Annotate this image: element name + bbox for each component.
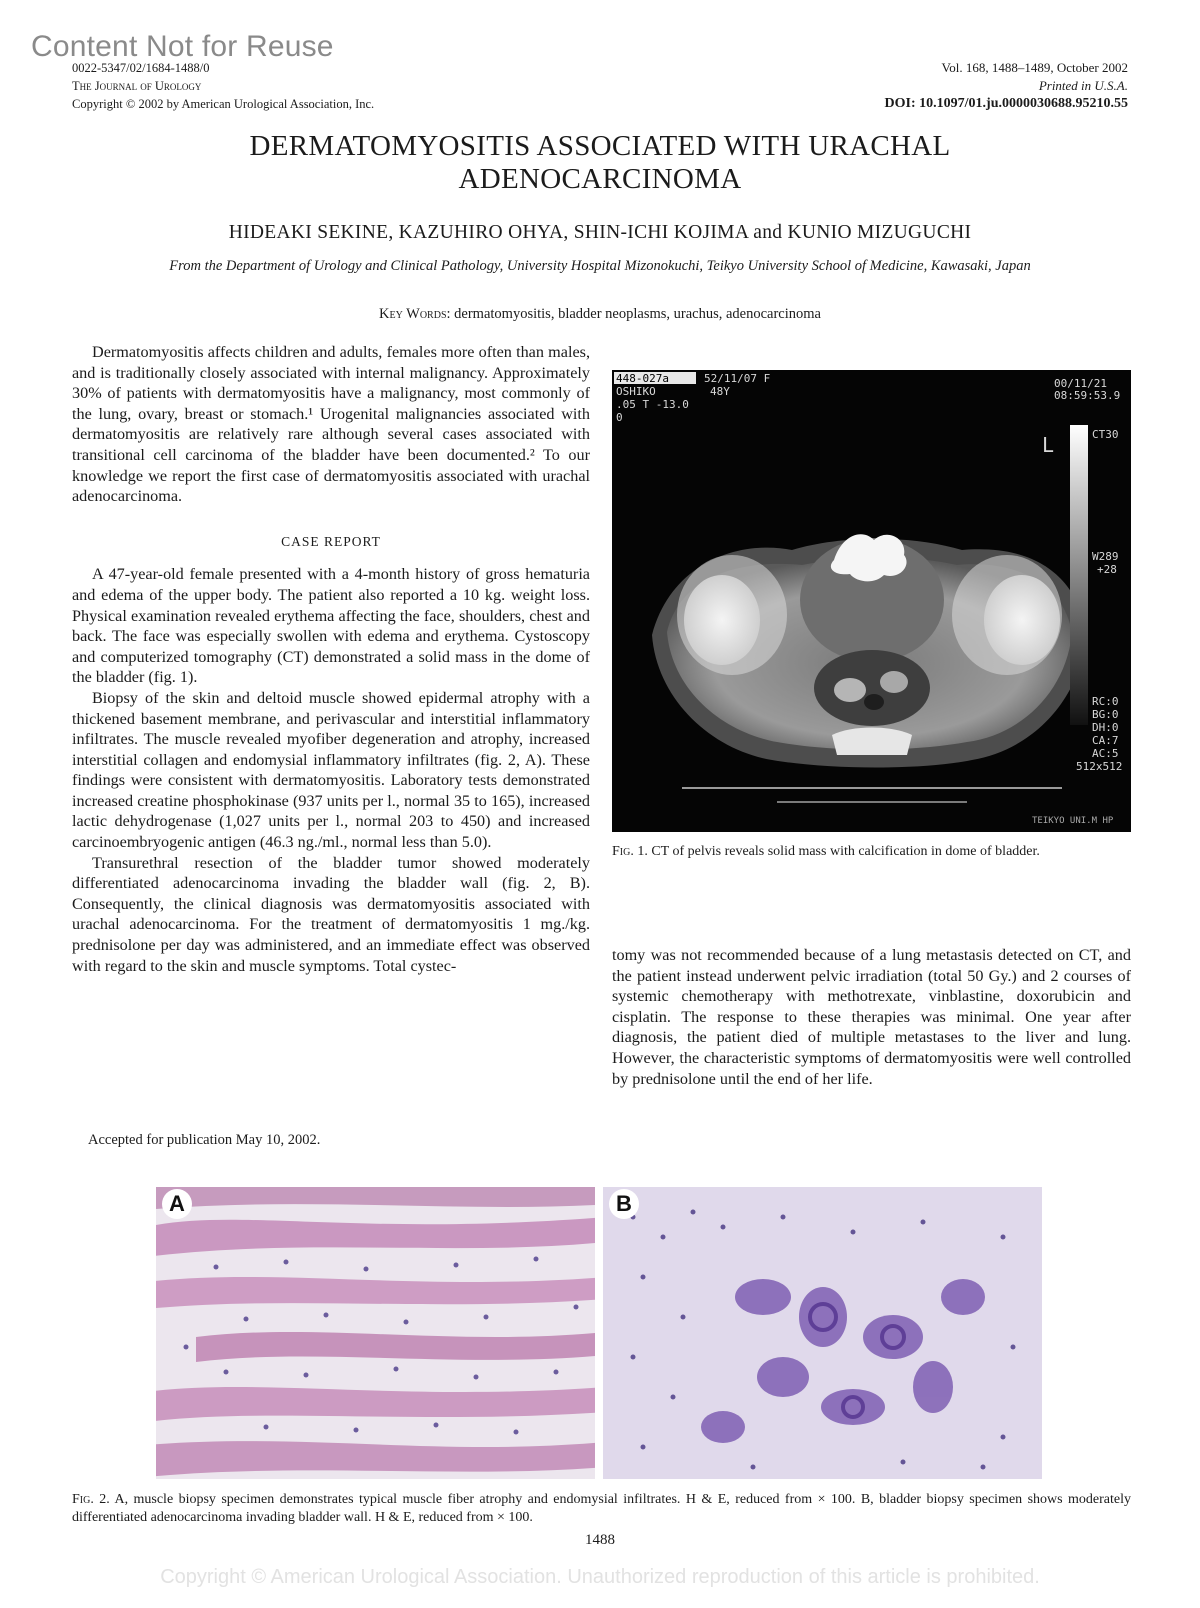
figure-1-caption-text: CT of pelvis reveals solid mass with calcification in dome of bladder. — [651, 844, 1040, 859]
ct-age-text: 48Y — [710, 385, 730, 398]
section-heading-case-report: CASE REPORT — [281, 533, 381, 549]
panel-a-label: A — [162, 1189, 192, 1219]
printed-line: Printed in U.S.A. — [1038, 78, 1128, 93]
watermark-copyright: Copyright © American Urological Association. Unauthorized reproduction of this article is prohibited. — [160, 1566, 1040, 1588]
journal-header-left — [72, 59, 374, 113]
case-paragraph-3: Transurethral resection of the bladder tumor showed moderately differentiated adenocarcinoma invading the bladder wall (fig. 2, B). Consequently, the clinical diagnosis was dermatomyositis associated with urachal adenocarcinoma. For the treatment of dermatomyositis 1 mg./kg. prednisolone per day was administered, and an immediate effect was observed with regard to the skin and muscle symptoms. Total cystec- — [72, 853, 590, 975]
panel-b-label: B — [609, 1189, 639, 1219]
keywords-label: Key Words: — [378, 306, 451, 322]
ct-name-text: OSHIKO — [616, 385, 656, 398]
article-title — [0, 130, 1200, 196]
case-paragraph-3-continued: tomy was not recommended because of a lung metastasis detected on CT, and the patient instead underwent pelvic irradiation (total 50 Gy.) and 2 courses of systemic chemotherapy with methotrexate, vinblastine, doxorubicin and cisplatin. The response to these therapies was minimal. One year after diagnosis, the patient died of multiple metastases to the liver and lung. However, the characteristic symptoms of dermatomyositis were well controlled by prednisolone until the end of her life. — [612, 946, 1131, 1088]
issn-line: 0022-5347/02/1684-1488/0 — [72, 61, 210, 75]
intro-paragraph: Dermatomyositis affects children and adults, females more often than males, and is traditionally closely associated with internal malignancy. Approximately 30% of patients with dermatomyositis have a malignancy, most commonly of the lung, ovary, breast or stomach.¹ Urogenital malignancies associated with dermatomyositis are relatively rare although several cases associated with transitional cell carcinoma of the bladder have been documented.² To our knowledge we report the first case of dermatomyositis associated with urachal adenocarcinoma. — [72, 343, 590, 506]
ct-param-text: AC:5 — [1092, 747, 1119, 760]
gray-scale-bar — [1070, 425, 1088, 725]
ct-window-text: W289 — [1092, 550, 1119, 563]
adenocarcinoma-histology-image — [603, 1187, 1042, 1479]
title-line-1: DERMATOMYOSITIS ASSOCIATED WITH URACHAL — [249, 130, 951, 162]
ct-inst-text: TEIKYO UNI.M HP — [1032, 816, 1114, 826]
figure-1-ct-image — [612, 370, 1131, 832]
ct-slice-text: .05 T -13.0 — [616, 398, 689, 411]
keywords-list: dermatomyositis, bladder neoplasms, urachus, adenocarcinoma — [454, 306, 821, 322]
case-paragraph-2: Biopsy of the skin and deltoid muscle showed epidermal atrophy with a thickened basement membrane, and perivascular and interstitial inflammatory infiltrates. The muscle revealed myofiber degeneration and atrophy, increased interstitial collagen and endomysial inflammatory infiltrates (fig. 2, A). These findings were consistent with dermatomyositis. Laboratory tests demonstrated increased creatine phosphokinase (937 units per l., normal 35 to 165), increased lactic dehydrogenase (1,027 units per l., normal 203 to 450) and increased carcinoembryogenic antigen (46.3 ng./ml., normal less than 5.0). — [72, 688, 590, 852]
author-list: HIDEAKI SEKINE, KAZUHIRO OHYA, SHIN-ICHI KOJIMA and KUNIO MIZUGUCHI — [228, 222, 972, 243]
ct-param-text: BG:0 — [1092, 708, 1119, 721]
right-column — [612, 945, 1131, 1089]
figure-1-caption — [612, 843, 1131, 861]
keywords — [0, 306, 1200, 323]
journal-header-right — [885, 59, 1128, 113]
ct-date-text: 52/11/07 F — [704, 372, 771, 385]
ct-param-text: 512x512 — [1076, 760, 1123, 773]
ct-scan-drawing — [612, 370, 1131, 832]
page-number: 1488 — [585, 1532, 615, 1548]
figure-2-label: Fig. 2. — [72, 1492, 110, 1507]
title-line-2: ADENOCARCINOMA — [458, 163, 742, 195]
doi-line: DOI: 10.1097/01.ju.0000030688.95210.55 — [884, 96, 1128, 111]
figure-2-caption-text: A, muscle biopsy specimen demonstrates typical muscle fiber atrophy and endomysial infiltrates. H & E, reduced from × 100. B, bladder biopsy specimen shows moderately differentiated adenocarcinoma invading bladder wall. H & E, reduced from × 100. — [72, 1492, 1132, 1525]
ct-scan-date-text: 00/11/21 — [1054, 377, 1107, 390]
left-column — [72, 342, 590, 976]
ct-param-text: DH:0 — [1092, 721, 1119, 734]
figure-2b-adenocarcinoma-histology — [603, 1187, 1042, 1479]
figure-2a-muscle-histology — [156, 1187, 595, 1479]
ct-id-text: 448-027a — [616, 372, 669, 385]
ct-extra-text: 0 — [616, 411, 623, 424]
ct-param-text: CA:7 — [1092, 734, 1119, 747]
copyright-line: Copyright © 2002 by American Urological Association, Inc. — [72, 97, 375, 111]
journal-name: The Journal of Urology — [72, 79, 202, 93]
figure-2-caption — [72, 1491, 1131, 1527]
ct-modality-text: CT30 — [1092, 428, 1119, 441]
accepted-date: Accepted for publication May 10, 2002. — [88, 1132, 321, 1148]
watermark-content-not-for-reuse: Content Not for Reuse — [31, 30, 334, 63]
affiliation: From the Department of Urology and Clinical Pathology, University Hospital Mizonokuchi, Teikyo University School of Medicine, Kawasaki, Japan — [169, 258, 1031, 274]
volume-line: Vol. 168, 1488–1489, October 2002 — [941, 60, 1128, 75]
ct-side-text: L — [1042, 433, 1055, 457]
ct-level-text: +28 — [1097, 563, 1117, 576]
ct-param-text: RC:0 — [1092, 695, 1119, 708]
figure-1-label: Fig. 1. — [612, 844, 648, 859]
ct-scan-time-text: 08:59:53.9 — [1054, 389, 1121, 402]
case-paragraph-1: A 47-year-old female presented with a 4-month history of gross hematuria and edema of the upper body. The patient also reported a 10 kg. weight loss. Physical examination revealed erythema affecting the face, shoulders, chest and back. The face was especially swollen with edema and erythema. Cystoscopy and computerized tomography (CT) demonstrated a solid mass in the dome of the bladder (fig. 1). — [72, 565, 590, 687]
muscle-histology-image — [156, 1187, 595, 1479]
